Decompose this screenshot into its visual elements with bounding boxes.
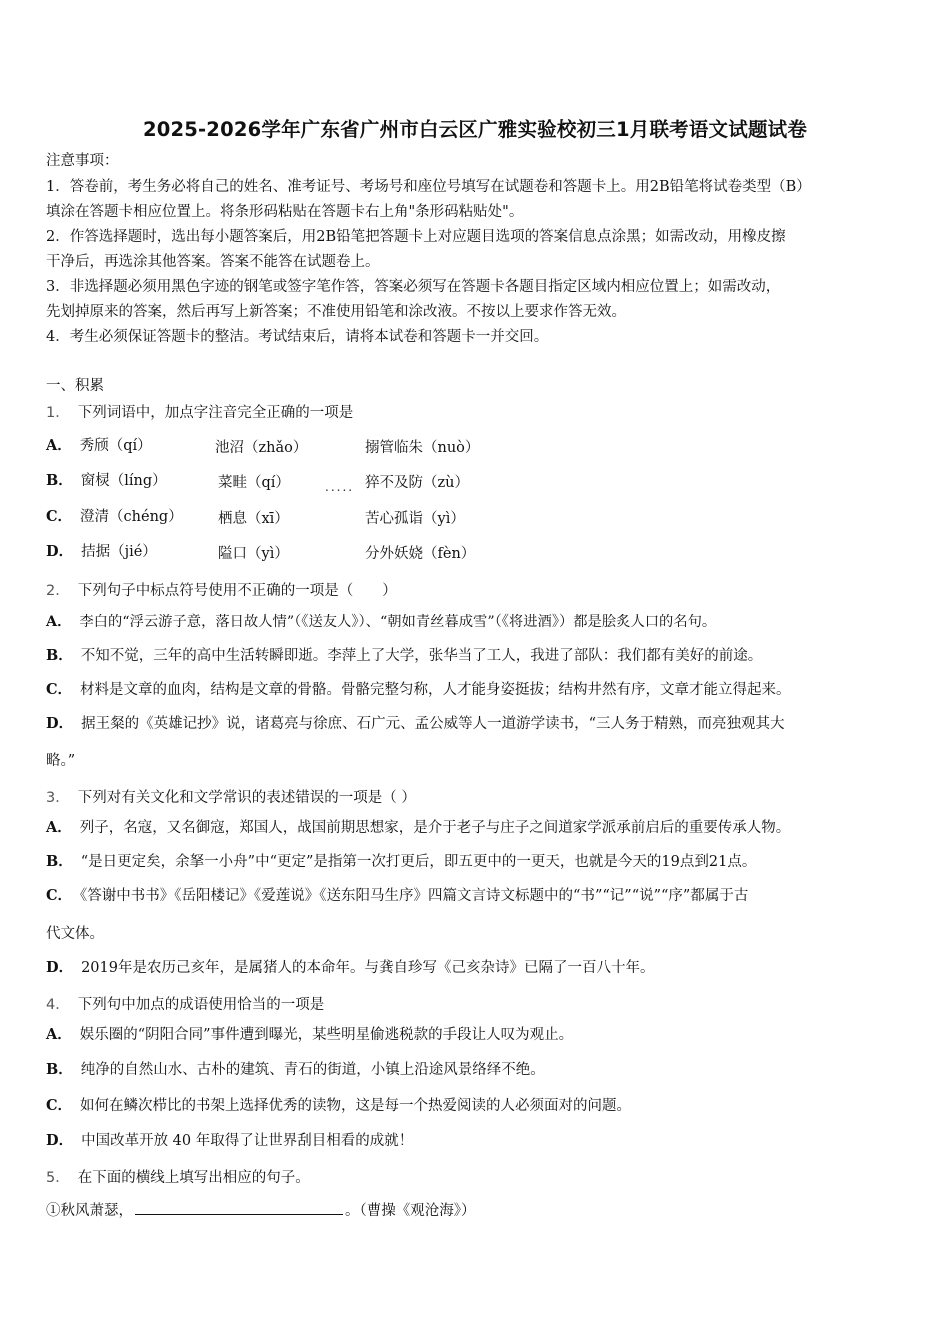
notice-line: 3．非选择题必须用黑色字迹的钢笔或签字笔作答，答案必须写在答题卡各题目指定区域内相应位置上；如需改动，: [46, 279, 781, 295]
q1-option-c-word-2: 栖息（xī）: [218, 511, 289, 527]
q3-option-b: B． “是日更定矣，余拏一小舟”中“更定”是指第一次打更后，即五更中的一更天，也就是今天的19点到21点。: [46, 853, 757, 870]
q1-option-d-word-2: 隘口（yì）: [218, 546, 289, 562]
question-4-stem: 4． 下列句中加点的成语使用恰当的一项是: [46, 997, 325, 1013]
notice-line: 填涂在答题卡相应位置上。将条形码粘贴在答题卡右上角"条形码粘贴处"。: [46, 204, 524, 220]
q4-option-a: A． 娱乐圈的“阴阳合同”事件遭到曝光，某些明星偷逃税款的手段让人叹为观止。: [46, 1026, 574, 1043]
notice-line: 1．答卷前，考生务必将自己的姓名、准考证号、考场号和座位号填写在试题卷和答题卡上。用2B铅笔将试卷类型（B）: [46, 179, 811, 195]
q1-option-a-word-2: 池沼（zhǎo）: [215, 440, 308, 456]
question-number: 5．: [46, 1170, 70, 1186]
q2-option-a: A． 李白的“浮云游子意，落日故人情”（《送友人》）、“朝如青丝暮成雪”（《将进酒》）都是脍炙人口的名句。: [46, 614, 717, 630]
question-number: 3．: [46, 790, 70, 806]
notice-line: 干净后，再选涂其他答案。答案不能答在试题卷上。: [46, 254, 380, 270]
notice-line: 2．作答选择题时，选出每小题答案后，用2B铅笔把答题卡上对应题目选项的答案信息点涂黑；如需改动，用橡皮擦: [46, 229, 786, 245]
section-heading: 一、积累: [46, 378, 104, 394]
q2-option-b: B． 不知不觉，三年的高中生活转瞬即逝。李萍上了大学，张华当了工人，我进了部队：我们都有美好的前途。: [46, 647, 763, 664]
question-5-stem: 5． 在下面的横线上填写出相应的句子。: [46, 1170, 310, 1186]
q3-option-c-continued: 代文体。: [46, 926, 104, 942]
question-number: 4．: [46, 997, 70, 1013]
q2-option-d: D． 据王粲的《英雄记抄》说，诸葛亮与徐庶、石广元、孟公威等人一道游学读书，“三人务于精熟，而亮独观其大: [46, 715, 785, 732]
notice-line: 先划掉原来的答案，然后再写上新答案；不准使用铅笔和涂改液。不按以上要求作答无效。: [46, 304, 626, 320]
q3-option-a: A． 列子，名寇，又名御寇，郑国人，战国前期思想家，是介于老子与庄子之间道家学派承前启后的重要传承人物。: [46, 819, 791, 836]
q1-option-b-word-2: 菜畦（qí）: [218, 475, 290, 491]
q1-option-b: B． 窗棂（líng）: [46, 472, 167, 489]
q1-option-d-word-3: 分外妖娆（fèn）: [365, 546, 476, 562]
question-1-stem: 1． 下列词语中，加点字注音完全正确的一项是: [46, 405, 354, 421]
q1-option-d: D． 拮据（jié）: [46, 543, 157, 560]
answer-blank[interactable]: [135, 1200, 343, 1215]
question-2-stem: 2． 下列句子中标点符号使用不正确的一项是（ ）: [46, 583, 397, 599]
notice-line: 4．考生必须保证答题卡的整洁。考试结束后，请将本试卷和答题卡一并交回。: [46, 329, 549, 345]
notice-heading: 注意事项：: [46, 153, 119, 169]
q4-option-b: B． 纯净的自然山水、古朴的建筑、青石的街道，小镇上沿途风景络绎不绝。: [46, 1061, 545, 1078]
question-3-stem: 3． 下列对有关文化和文学常识的表述错误的一项是（ ）: [46, 790, 416, 806]
q1-option-c: C． 澄清（chéng）: [46, 508, 183, 525]
q4-option-d: D． 中国改革开放 40 年取得了让世界刮目相看的成就！: [46, 1132, 414, 1149]
q4-option-c: C． 如何在鳞次栉比的书架上选择优秀的读物，这是每一个热爱阅读的人必须面对的问题。: [46, 1097, 632, 1114]
q3-option-d: D． 2019年是农历己亥年，是属猪人的本命年。与龚自珍写《己亥杂诗》已隔了一百八十年。: [46, 959, 655, 976]
question-number: 1．: [46, 405, 70, 421]
page-title: 2025-2026学年广东省广州市白云区广雅实验校初三1月联考语文试题试卷: [142, 118, 808, 141]
q3-option-c: C． 《答谢中书书》《岳阳楼记》《爱莲说》《送东阳马生序》四篇文言诗文标题中的“书”“记”“说”“序”都属于古: [46, 887, 749, 904]
q1-option-b-word-3: 猝不及防（zù）: [365, 475, 469, 491]
emphasis-dots: .....: [325, 480, 355, 494]
q5-item-1: ①秋风萧瑟， 。（曹操《观沧海》）: [46, 1200, 476, 1221]
q1-option-c-word-3: 苦心孤诣（yì）: [365, 511, 465, 527]
q1-option-a: A． 秀颀（qí）: [46, 437, 152, 454]
q1-option-a-word-3: 搦管临朱（nuò）: [365, 440, 480, 456]
question-number: 2．: [46, 583, 70, 599]
q2-option-c: C． 材料是文章的血肉，结构是文章的骨骼。骨骼完整匀称，人才能身姿挺拔；结构井然有序，文章才能立得起来。: [46, 681, 791, 698]
q2-option-d-continued: 略。”: [46, 753, 76, 769]
